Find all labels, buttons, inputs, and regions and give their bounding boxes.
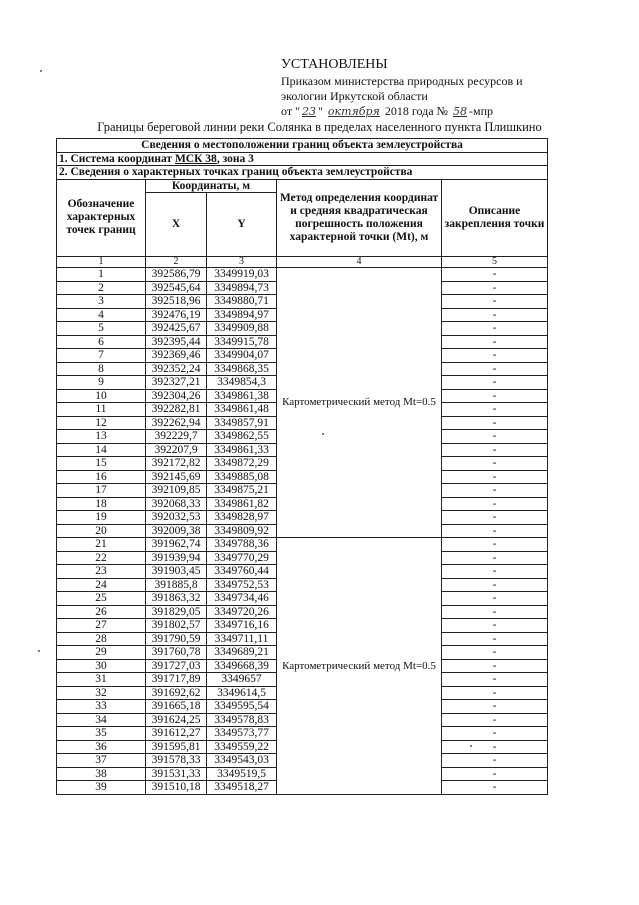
point-description: - (442, 538, 548, 552)
coord-y: 3349614,5 (207, 686, 277, 700)
point-description: - (442, 430, 548, 444)
coord-y: 3349689,21 (207, 646, 277, 660)
point-description: - (442, 268, 548, 282)
table-row (57, 538, 548, 552)
column-number: 5 (442, 257, 548, 268)
coord-y: 3349559,22 (207, 740, 277, 754)
point-number: 4 (57, 308, 146, 322)
coord-y: 3349760,44 (207, 565, 277, 579)
point-number: 36 (57, 740, 146, 754)
point-number: 23 (57, 565, 146, 579)
point-number: 33 (57, 700, 146, 714)
point-description: - (442, 578, 548, 592)
point-description: - (442, 700, 548, 714)
order-suffix: -мпр (469, 104, 494, 118)
point-number: 24 (57, 578, 146, 592)
point-number: 38 (57, 767, 146, 781)
header-coords: Координаты, м (146, 179, 277, 193)
point-number: 1 (57, 268, 146, 282)
point-number: 31 (57, 673, 146, 687)
coord-x: 392068,33 (146, 497, 207, 511)
section2-title: 2. Сведения о характерных точках границ объекта землеустройства (57, 166, 548, 180)
point-number: 13 (57, 430, 146, 444)
header-method: Метод определения координат и средняя квадратическая погрешность положения характерной точки (Mt), м (277, 179, 442, 257)
coord-y: 3349872,29 (207, 457, 277, 471)
point-number: 21 (57, 538, 146, 552)
coord-x: 392586,79 (146, 268, 207, 282)
coord-x: 392352,24 (146, 362, 207, 376)
point-description: - (442, 389, 548, 403)
coord-x: 391578,33 (146, 754, 207, 768)
coord-x: 392145,69 (146, 470, 207, 484)
point-number: 19 (57, 511, 146, 525)
coord-y: 3349668,39 (207, 659, 277, 673)
coordinate-system (57, 152, 548, 166)
coord-x: 391962,74 (146, 538, 207, 552)
coord-x: 392032,53 (146, 511, 207, 525)
point-description: - (442, 673, 548, 687)
coord-y: 3349578,83 (207, 713, 277, 727)
point-description: - (442, 511, 548, 525)
scan-speck (470, 745, 472, 747)
order-year: 2018 года № (384, 104, 449, 118)
point-number: 25 (57, 592, 146, 606)
order-number: 58 (453, 105, 468, 118)
point-description: - (442, 322, 548, 336)
point-description: - (442, 727, 548, 741)
method-cell: Картометрический метод Mt=0.5 (277, 538, 442, 795)
coord-y: 3349861,38 (207, 389, 277, 403)
coord-x: 391692,62 (146, 686, 207, 700)
point-description: - (442, 592, 548, 606)
order-date-line (281, 104, 611, 119)
coord-y: 3349894,97 (207, 308, 277, 322)
table-title: Сведения о местоположении границ объекта землеустройства (57, 139, 548, 153)
point-number: 37 (57, 754, 146, 768)
coord-x: 391863,32 (146, 592, 207, 606)
coord-y: 3349862,55 (207, 430, 277, 444)
point-number: 11 (57, 403, 146, 417)
coord-y: 3349894,73 (207, 281, 277, 295)
coord-x: 391802,57 (146, 619, 207, 633)
point-description: - (442, 443, 548, 457)
coord-x: 392009,38 (146, 524, 207, 538)
point-number: 30 (57, 659, 146, 673)
table-title-row (57, 139, 548, 153)
coord-y: 3349752,53 (207, 578, 277, 592)
coord-x: 392262,94 (146, 416, 207, 430)
column-number: 2 (146, 257, 207, 268)
coord-y: 3349875,21 (207, 484, 277, 498)
coord-x: 391829,05 (146, 605, 207, 619)
point-number: 39 (57, 781, 146, 795)
coord-y: 3349909,88 (207, 322, 277, 336)
coord-y: 3349868,35 (207, 362, 277, 376)
date-mid: " (317, 104, 323, 118)
coord-x: 391760,78 (146, 646, 207, 660)
coord-x: 392518,96 (146, 295, 207, 309)
coord-y: 3349915,78 (207, 335, 277, 349)
coord-y: 3349720,26 (207, 605, 277, 619)
approval-heading: УСТАНОВЛЕНЫ (281, 57, 388, 72)
point-description: - (442, 295, 548, 309)
coord-x: 391885,8 (146, 578, 207, 592)
document-title: Границы береговой линии реки Солянка в пределах населенного пункта Плишкино (97, 120, 542, 134)
point-description: - (442, 308, 548, 322)
point-number: 17 (57, 484, 146, 498)
point-number: 3 (57, 295, 146, 309)
column-number: 3 (207, 257, 277, 268)
coord-y: 3349857,91 (207, 416, 277, 430)
coord-y: 3349861,48 (207, 403, 277, 417)
header-description: Описание закрепления точки (442, 179, 548, 257)
coord-x: 392172,82 (146, 457, 207, 471)
point-description: - (442, 470, 548, 484)
point-number: 5 (57, 322, 146, 336)
order-line-1: Приказом министерства природных ресурсов и (281, 74, 523, 88)
coord-y: 3349854,3 (207, 376, 277, 390)
coord-x: 392304,26 (146, 389, 207, 403)
point-description: - (442, 335, 548, 349)
coord-x: 392207,9 (146, 443, 207, 457)
point-description: - (442, 457, 548, 471)
coord-x: 391903,45 (146, 565, 207, 579)
point-number: 22 (57, 551, 146, 565)
coord-y: 3349770,29 (207, 551, 277, 565)
coord-x: 392476,19 (146, 308, 207, 322)
coord-x: 391612,27 (146, 727, 207, 741)
coord-x: 392369,46 (146, 349, 207, 363)
coord-y: 3349519,5 (207, 767, 277, 781)
coord-x: 391790,59 (146, 632, 207, 646)
coord-y: 3349904,07 (207, 349, 277, 363)
section2-row (57, 166, 548, 180)
boundary-points-table (56, 138, 548, 795)
point-description: - (442, 781, 548, 795)
point-description: - (442, 740, 548, 754)
coord-x: 392229,7 (146, 430, 207, 444)
coord-x: 391531,33 (146, 767, 207, 781)
point-description: - (442, 551, 548, 565)
point-description: - (442, 497, 548, 511)
coord-y: 3349595,54 (207, 700, 277, 714)
point-description: - (442, 767, 548, 781)
header-x: X (146, 193, 207, 257)
coord-y: 3349734,46 (207, 592, 277, 606)
point-number: 7 (57, 349, 146, 363)
coord-x: 392425,67 (146, 322, 207, 336)
point-description: - (442, 281, 548, 295)
point-number: 2 (57, 281, 146, 295)
point-number: 14 (57, 443, 146, 457)
point-description: - (442, 659, 548, 673)
point-description: - (442, 619, 548, 633)
point-description: - (442, 605, 548, 619)
coord-y: 3349885,08 (207, 470, 277, 484)
point-description: - (442, 403, 548, 417)
coord-x: 391510,18 (146, 781, 207, 795)
point-description: - (442, 754, 548, 768)
scan-speck (40, 70, 42, 72)
point-number: 6 (57, 335, 146, 349)
point-number: 18 (57, 497, 146, 511)
coordinate-system-zone: , зона 3 (216, 152, 254, 165)
coord-y: 3349828,97 (207, 511, 277, 525)
date-prefix: от " (281, 104, 300, 118)
order-line-2: экологии Иркутской области (281, 89, 428, 103)
order-month: октября (327, 105, 380, 118)
coord-y: 3349880,71 (207, 295, 277, 309)
coord-y: 3349518,27 (207, 781, 277, 795)
point-number: 29 (57, 646, 146, 660)
point-number: 26 (57, 605, 146, 619)
coord-y: 3349573,77 (207, 727, 277, 741)
header-row-1 (57, 179, 548, 193)
section1-row (57, 152, 548, 166)
scan-speck (322, 433, 324, 435)
coord-y: 3349543,03 (207, 754, 277, 768)
coord-y: 3349788,36 (207, 538, 277, 552)
point-number: 34 (57, 713, 146, 727)
point-number: 12 (57, 416, 146, 430)
column-number: 4 (277, 257, 442, 268)
point-description: - (442, 484, 548, 498)
coord-x: 391717,89 (146, 673, 207, 687)
point-description: - (442, 416, 548, 430)
point-description: - (442, 362, 548, 376)
coord-x: 392109,85 (146, 484, 207, 498)
coord-x: 392395,44 (146, 335, 207, 349)
point-description: - (442, 524, 548, 538)
point-number: 35 (57, 727, 146, 741)
coord-x: 391595,81 (146, 740, 207, 754)
column-number-row (57, 257, 548, 268)
point-number: 27 (57, 619, 146, 633)
point-number: 32 (57, 686, 146, 700)
coord-y: 3349919,03 (207, 268, 277, 282)
coord-x: 392545,64 (146, 281, 207, 295)
header-y: Y (207, 193, 277, 257)
point-description: - (442, 349, 548, 363)
coord-y: 3349861,82 (207, 497, 277, 511)
coord-y: 3349716,16 (207, 619, 277, 633)
order-day: 23 (301, 105, 316, 118)
column-number: 1 (57, 257, 146, 268)
coord-x: 391624,25 (146, 713, 207, 727)
point-number: 16 (57, 470, 146, 484)
point-description: - (442, 565, 548, 579)
point-description: - (442, 632, 548, 646)
approval-block (281, 56, 611, 119)
coord-y: 3349861,33 (207, 443, 277, 457)
coord-x: 391665,18 (146, 700, 207, 714)
point-number: 10 (57, 389, 146, 403)
coordinate-system-name: МСК 38 (174, 152, 217, 165)
point-description: - (442, 713, 548, 727)
method-cell: Картометрический метод Mt=0.5 (277, 268, 442, 538)
point-number: 15 (57, 457, 146, 471)
point-number: 28 (57, 632, 146, 646)
point-description: - (442, 376, 548, 390)
coord-x: 391727,03 (146, 659, 207, 673)
point-number: 8 (57, 362, 146, 376)
coord-y: 3349711,11 (207, 632, 277, 646)
coord-x: 391939,94 (146, 551, 207, 565)
scan-speck (38, 650, 40, 652)
header-point: Обозначение характерных точек границ (57, 179, 146, 257)
coord-x: 392327,21 (146, 376, 207, 390)
coord-x: 392282,81 (146, 403, 207, 417)
point-number: 9 (57, 376, 146, 390)
table-row (57, 268, 548, 282)
point-description: - (442, 686, 548, 700)
point-number: 20 (57, 524, 146, 538)
point-description: - (442, 646, 548, 660)
coord-y: 3349657 (207, 673, 277, 687)
coordinate-system-prefix: 1. Система координат (59, 152, 175, 165)
coord-y: 3349809,92 (207, 524, 277, 538)
